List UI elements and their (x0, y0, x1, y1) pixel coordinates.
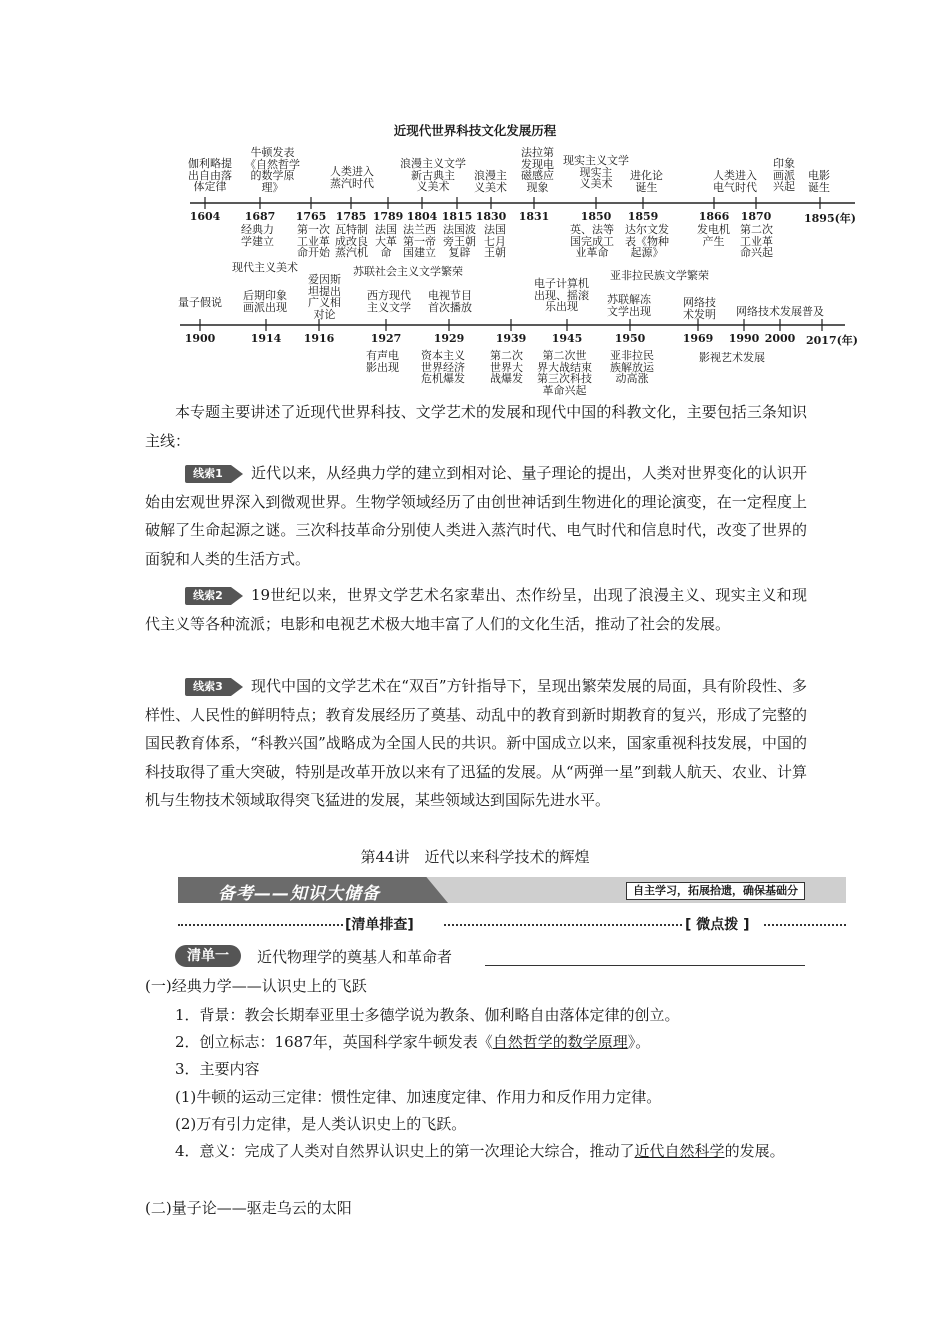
tl1-below-10: 第二次 工业革 命兴起 (740, 223, 773, 259)
tl2-below-4: 亚非拉民 族解放运 动高涨 (610, 349, 654, 385)
tl1-above-5: 法拉第 发现电 磁感应 现象 (521, 146, 554, 194)
section-1-heading: (一)经典力学——认识史上的飞跃 (145, 977, 367, 995)
clue-tag-2: 线索2 (185, 587, 231, 605)
tl1-year-1804: 1804 (406, 210, 438, 223)
tl1-below-0: 经典力 学建立 (241, 223, 274, 248)
tl1-below-1: 第一次 工业革 命开始 (297, 223, 330, 259)
item-founding: 2．创立标志：1687年，英国科学家牛顿发表《自然哲学的数学原理》。 (175, 1033, 651, 1051)
tl2-year-1990: 1990 (728, 332, 760, 345)
clue-text-3: 现代中国的文学艺术在“双百”方针指导下，呈现出繁荣发展的局面，具有阶段性、多样性、人民性的鲜明特点；教育发展经历了奠基、动乱中的教育到新时期教育的复兴，形成了完整的国民教育体系，“科教兴国”战略成为全国人民的共识。新中国成立以来，国家重视科技发展，中国的科技取得了重大突破，特别是改革开放以来有了迅猛的发展。从“两弹一星”到载人航天、农业、计算机与生物技术领域取得突飞猛进的发展，某些领域达到国际先进水平。 (145, 677, 807, 809)
tl1-above-1: 牛顿发表 《自然哲学 的数学原 理》 (245, 146, 300, 194)
tl1-above-7: 进化论 诞生 (630, 169, 663, 194)
tl2-year-1916: 1916 (303, 332, 335, 345)
banner-slogan: 自主学习，拓展拾遗，确保基础分 (626, 882, 805, 900)
clue-text-1: 近代以来，从经典力学的建立到相对论、量子理论的提出，人类对世界变化的认识开始由宏观世界深入到微观世界。生物学领域经历了由创世神话到生物进化的理论演变，在一定程度上破解了生命起源之谜。三次科技革命分别使人类进入蒸汽时代、电气时代和信息时代，改变了世界的面貌和人类的生活方式。 (145, 464, 807, 568)
item-content-1: (1)牛顿的运动三定律：惯性定律、加速度定律、作用力和反作用力定律。 (175, 1088, 662, 1106)
list-title-rule (485, 965, 805, 966)
list-badge: 清单一 (175, 945, 241, 967)
clue-1 (145, 459, 807, 573)
tl1-above-4: 浪漫主 义美术 (474, 169, 507, 194)
tl2-year-1900: 1900 (184, 332, 216, 345)
tl2-above-6: 电视节目 首次播放 (428, 289, 472, 314)
lesson-title: 第44讲 近代以来科学技术的辉煌 (360, 848, 590, 866)
tl1-below-9: 发电机 产生 (697, 223, 730, 248)
timeline-title: 近现代世界科技文化发展历程 (393, 123, 557, 138)
list-title: 近代物理学的奠基人和革命者 (257, 948, 453, 966)
clue-text-2: 19世纪以来，世界文学艺术名家辈出、杰作纷呈，出现了浪漫主义、现实主义和现代主义等各种流派；电影和电视艺术极大地丰富了人们的文化生活，推动了社会的发展。 (145, 586, 807, 633)
tl1-year-1859: 1859 (627, 210, 659, 223)
tl1-year-1687: 1687 (244, 210, 276, 223)
tl1-below-4: 法兰西 第一帝 国建立 (403, 223, 436, 259)
tl2-above-11: 网络技术发展普及 (736, 305, 824, 318)
tl1-below-7: 英、法等 国完成工 业革命 (570, 223, 614, 259)
clue-tag-1: 线索1 (185, 465, 231, 483)
clue-2 (145, 581, 807, 638)
tl2-year-1939: 1939 (495, 332, 527, 345)
tl1-above-9: 印象 画派 兴起 (773, 157, 795, 193)
tl1-year-1830: 1830 (475, 210, 507, 223)
tl1-year-1831: 1831 (518, 210, 550, 223)
tl1-below-6: 法国 七月 王朝 (484, 223, 506, 259)
intro-paragraph: 本专题主要讲述了近现代世界科技、文学艺术的发展和现代中国的科教文化，主要包括三条知识主线： (145, 403, 807, 450)
underlined-principia: 自然哲学的数学原理 (492, 1033, 628, 1051)
tl1-above-10: 电影 诞生 (808, 169, 830, 194)
underlined-modern-science: 近代自然科学 (634, 1142, 725, 1160)
tl1-above-6: 现实主义文学 现实主 义美术 (563, 154, 629, 190)
item-significance: 4．意义：完成了人类对自然界认识史上的第一次理论大综合，推动了近代自然科学的发展。 (175, 1142, 785, 1160)
tl2-year-1969: 1969 (682, 332, 714, 345)
tl1-year-1850: 1850 (580, 210, 612, 223)
tl2-above-4: 苏联社会主义文学繁荣 (353, 265, 463, 278)
tl2-below-3: 第二次世 界大战结束 第三次科技 革命兴起 (537, 349, 592, 397)
tl2-year-2000: 2000 (764, 332, 796, 345)
tl1-below-3: 法国 大革 命 (375, 223, 397, 259)
dotted-rule-2 (444, 924, 682, 926)
tl1-below-8: 达尔文发 表《物种 起源》 (625, 223, 669, 259)
dotted-rule-3 (764, 924, 846, 926)
banner-title: 备考——知识大储备 (218, 884, 380, 904)
tl2-above-8: 亚非拉民族文学繁荣 (610, 269, 709, 282)
tl2-year-1950: 1950 (614, 332, 646, 345)
tl1-year-1815: 1815 (441, 210, 473, 223)
tl2-above-1: 量子假说 (178, 296, 222, 309)
tl2-year-2017: 2017(年) (805, 334, 859, 347)
subhead-checklist: [清单排查] (345, 917, 414, 933)
tl1-year-1866: 1866 (698, 210, 730, 223)
tl2-year-1929: 1929 (433, 332, 465, 345)
tl1-year-1789: 1789 (372, 210, 404, 223)
tl2-above-0: 现代主义美术 (232, 261, 298, 274)
tl2-year-1927: 1927 (370, 332, 402, 345)
dotted-rule-1 (178, 924, 343, 926)
clue-tag-3: 线索3 (185, 678, 231, 696)
item-content: 3．主要内容 (175, 1060, 260, 1078)
tl1-above-3: 浪漫主义文学 新古典主 义美术 (400, 157, 466, 193)
tl1-year-1895: 1895(年) (803, 212, 857, 225)
tl2-above-5: 西方现代 主义文学 (367, 289, 411, 314)
tl1-year-1785: 1785 (335, 210, 367, 223)
subhead-tips: [ 微点拨 ] (685, 917, 750, 933)
clue-3 (145, 672, 807, 815)
tl1-year-1765: 1765 (295, 210, 327, 223)
tl2-below-0: 有声电 影出现 (366, 349, 399, 374)
tl2-below-2: 第二次 世界大 战爆发 (490, 349, 523, 385)
tl1-year-1870: 1870 (740, 210, 772, 223)
tl1-below-2: 瓦特制 成改良 蒸汽机 (335, 223, 368, 259)
tl2-above-10: 网络技 术发明 (683, 296, 716, 321)
tl2-year-1914: 1914 (250, 332, 282, 345)
section-2-heading: (二)量子论——驱走乌云的太阳 (145, 1199, 352, 1217)
tl1-year-1604: 1604 (189, 210, 221, 223)
tl2-above-7: 电子计算机 出现、摇滚 乐出现 (534, 277, 589, 313)
item-background: 1．背景：教会长期奉亚里士多德学说为教条、伽利略自由落体定律的创立。 (175, 1006, 680, 1024)
tl2-above-3: 爱因斯 坦提出 广义相 对论 (308, 273, 341, 321)
tl2-below-1: 资本主义 世界经济 危机爆发 (421, 349, 465, 385)
tl2-above-2: 后期印象 画派出现 (243, 289, 287, 314)
tl2-year-1945: 1945 (551, 332, 583, 345)
item-content-2: (2)万有引力定律，是人类认识史上的飞跃。 (175, 1115, 467, 1133)
tl1-above-0: 伽利略提 出自由落 体定律 (188, 157, 232, 193)
tl1-above-8: 人类进入 电气时代 (713, 169, 757, 194)
tl1-above-2: 人类进入 蒸汽时代 (330, 165, 374, 190)
tl2-above-9: 苏联解冻 文学出现 (607, 293, 651, 318)
tl2-below-5: 影视艺术发展 (699, 351, 765, 364)
tl1-below-5: 法国波 旁王朝 复辟 (443, 223, 476, 259)
